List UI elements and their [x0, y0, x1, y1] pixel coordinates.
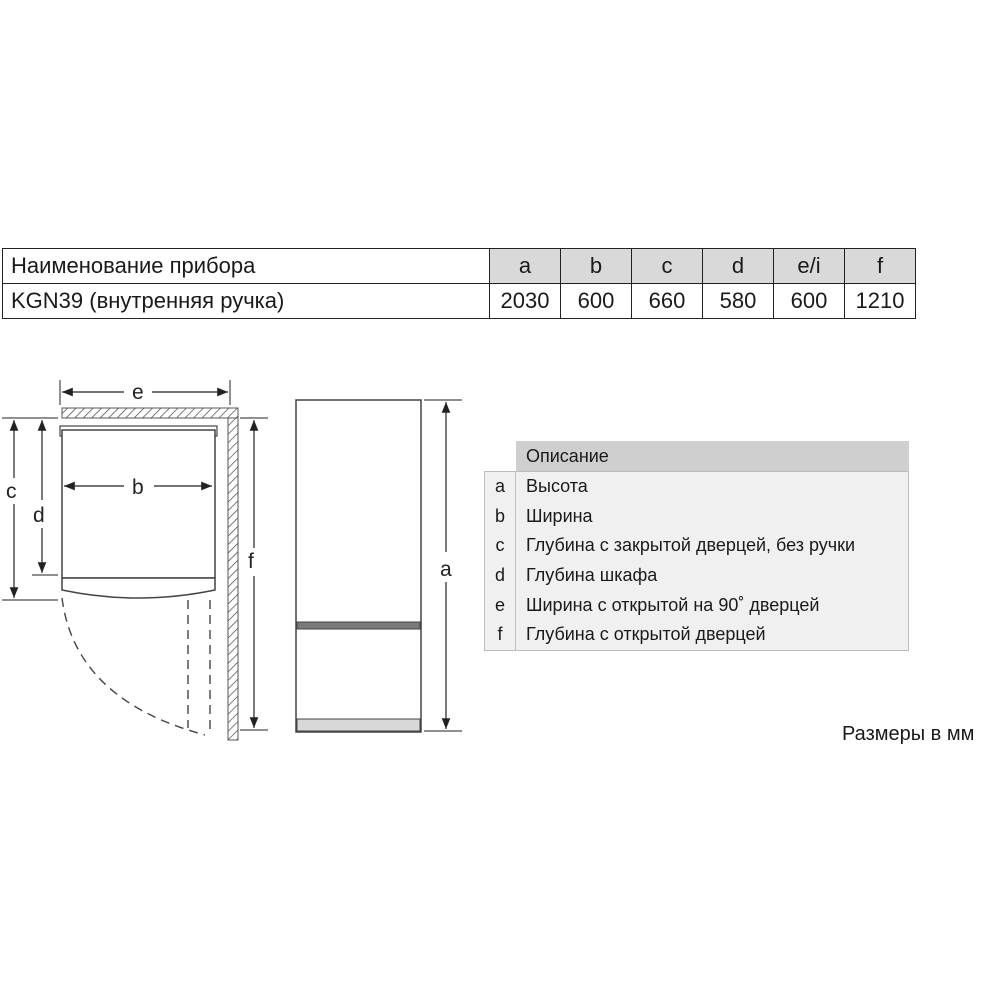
list-item [485, 472, 908, 502]
closed-door [62, 578, 215, 598]
header-col-e-i: e/i [774, 249, 845, 284]
label-d: d [33, 504, 45, 527]
legend-body [484, 471, 909, 651]
legend-title: Описание [516, 441, 909, 471]
list-item [485, 620, 908, 650]
value-b: 600 [561, 284, 632, 319]
plinth [297, 719, 420, 731]
description-legend [484, 441, 909, 651]
niche-side-wall [228, 418, 238, 740]
legend-text: Высота [526, 476, 588, 496]
legend-text: Ширина с открытой на 90˚ дверцей [526, 594, 820, 615]
header-col-a: a [490, 249, 561, 284]
legend-text: Глубина с открытой дверцей [526, 624, 766, 645]
list-item [485, 561, 908, 591]
legend-key: e [485, 591, 516, 621]
legend-key: a [485, 472, 516, 502]
legend-text: Глубина шкафа [526, 565, 658, 586]
header-col-d: d [703, 249, 774, 284]
compartment-divider [297, 622, 420, 629]
label-b: b [132, 476, 144, 499]
label-e: e [132, 381, 144, 404]
value-c: 660 [632, 284, 703, 319]
label-f: f [248, 550, 254, 573]
header-col-b: b [561, 249, 632, 284]
legend-key: c [485, 531, 516, 561]
units-note: Размеры в мм [842, 723, 975, 745]
header-appliance-name: Наименование прибора [3, 249, 490, 284]
legend-text: Ширина [526, 505, 593, 526]
appliance-front-view [296, 400, 421, 732]
legend-key: d [485, 561, 516, 591]
list-item [485, 531, 908, 561]
model-name: KGN39 (внутренняя ручка) [3, 284, 490, 319]
header-col-c: c [632, 249, 703, 284]
legend-text: Глубина с закрытой дверцей, без ручки [526, 535, 856, 556]
door-swing-arc [62, 598, 205, 735]
value-a: 2030 [490, 284, 561, 319]
value-f: 1210 [845, 284, 916, 319]
niche-back-wall [62, 408, 238, 418]
label-c: c [6, 480, 17, 503]
header-col-f: f [845, 249, 916, 284]
appliance-top-view [62, 430, 215, 578]
value-d: 580 [703, 284, 774, 319]
legend-key: b [485, 502, 516, 532]
list-item [485, 591, 908, 621]
value-e-i: 600 [774, 284, 845, 319]
label-a: a [440, 558, 452, 581]
legend-key: f [485, 620, 516, 650]
list-item [485, 502, 908, 532]
